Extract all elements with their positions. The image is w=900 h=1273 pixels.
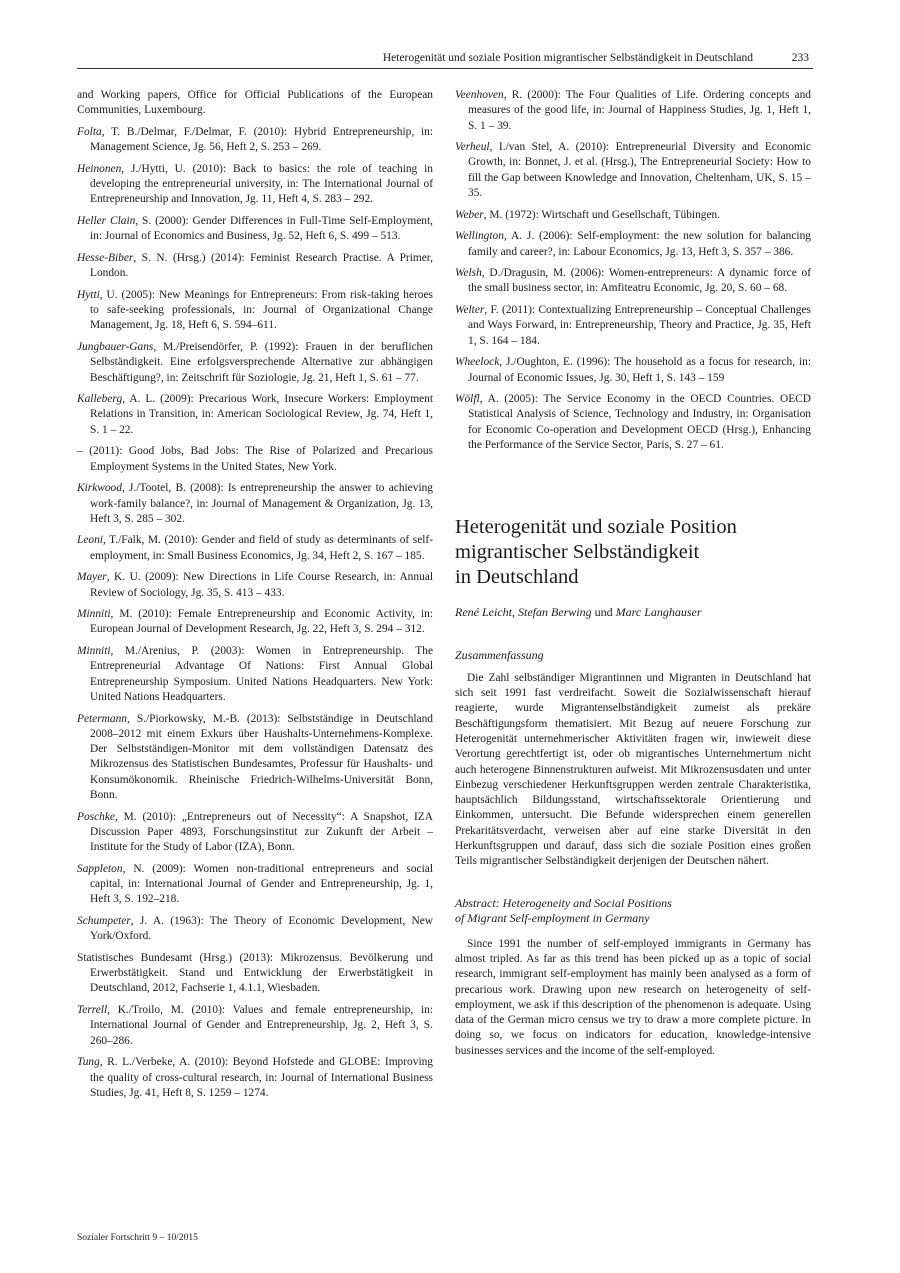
reference-entry: Jungbauer-Gans, M./Preisendörfer, P. (1992): Frauen in der beruflichen Selbständigkeit. Eine erfolgsversprechende Alternative zur abhängigen Beschäftigung?, in: Zeitschrift für Soziologie, Jg. 21, Heft 1, S. 61 – 77. xyxy=(77,340,433,384)
reference-entry: Petermann, S./Piorkowsky, M.-B. (2013): Selbstständige in Deutschland 2008–2012 mit einem Exkurs über Haushalts-Unternehmens-Komplexe. Der Selbstständigen-Monitor mit dem vollständigen Datensatz des Mikrozensus des Statistischen Bundesamtes, Professur für Haushalts- und Konsumökonomik. Rheinische Friedrich-Wilhelms-Universität Bonn, Bonn. xyxy=(77,712,433,802)
reference-entry: Welter, F. (2011): Contextualizing Entrepreneurship – Conceptual Challenges and Ways Forward, in: Entrepreneurship, Theory and Practice, Jg. 35, Heft 1, S. 164 – 184. xyxy=(455,304,811,347)
reference-entry: Tung, R. L./Verbeke, A. (2010): Beyond Hofstede and GLOBE: Improving the quality of cross-cultural research, in: Journal of International Business Studies, Jg. 41, Heft 8, S. 1259 – 1274. xyxy=(77,1056,433,1099)
running-header xyxy=(77,50,813,69)
author-name: Marc Langhauser xyxy=(615,605,702,620)
reference-entry: Statistisches Bundesamt (Hrsg.) (2013): Mikrozensus. Bevölkerung und Erwerbstätigkeit. Stand und Entwicklung der Erwerbstätigkeit in Deutschland, 2012, Fachserie 1, 4.1.1, Wiesbaden. xyxy=(77,951,433,995)
reference-entry: Wellington, A. J. (2006): Self-employment: the new solution for balancing family and career?, in: Labour Economics, Jg. 13, Heft 3, S. 357 – 386. xyxy=(455,230,811,258)
abstract-text: Since 1991 the number of self-employed immigrants in Germany has almost tripled. As far as this trend has been picked up as a topic of social research, immigrant self-employment has mainly been analysed as a form of precarious work. Drawing upon new research on heterogeneity of self-employment, we ask if this description of the phenomenon is adequate. Using data of the German micro census we try to draw a more complete picture. In doing so, we focus on indicators for education, knowledge-intensive businesses services and the income of the self-employed. xyxy=(455,937,811,1057)
reference-entry: Wölfl, A. (2005): The Service Economy in the OECD Countries. OECD Statistical Analysis of Science, Technology and Industry, in: Organisation for Economic Co-operation and Development OECD (Hrsg.), Enhancing the Performance of the Service Sector, Paris, S. 27 – 61. xyxy=(455,393,811,452)
article-title-line: migrantischer Selbständigkeit xyxy=(455,541,700,564)
and-word: und xyxy=(594,605,613,620)
page-number: 233 xyxy=(791,52,809,64)
reference-entry: Hytti, U. (2005): New Meanings for Entrepreneurs: From risk-taking heroes to safe-seeking professionals, in: Journal of Organizational Change Management, Jg. 18, Heft 6, S. 594–611. xyxy=(77,288,433,332)
reference-entry: Heinonen, J./Hytti, U. (2010): Back to basics: the role of teaching in developing the entrepreneurial university, in: The International Journal of Entrepreneurship and Innovation, Jg. 11, Heft 4, S. 283 – 292. xyxy=(77,162,433,206)
reference-entry: – (2011): Good Jobs, Bad Jobs: The Rise of Polarized and Precarious Employment Systems in the United States, New York. xyxy=(77,445,433,473)
reference-entry: and Working papers, Office for Official Publications of the European Communities, Luxembourg. xyxy=(77,89,433,117)
reference-entry: Leoni, T./Falk, M. (2010): Gender and field of study as determinants of self-employment, in: Small Business Economics, Jg. 34, Heft 2, S. 167 – 185. xyxy=(77,534,433,562)
reference-entry: Folta, T. B./Delmar, F./Delmar, F. (2010): Hybrid Entrepreneurship, in: Management Science, Jg. 56, Heft 2, S. 253 – 269. xyxy=(77,125,433,154)
reference-entry: Verheul, I./van Stel, A. (2010): Entrepreneurial Diversity and Economic Growth, in: Bonnet, J. et al. (Hrsg.), The Entrepreneurial Society: How to fill the Gap between Knowledge and Innovation, Cheltenham, UK, S. 15 – 35. xyxy=(455,141,811,200)
reference-entry: Sappleton, N. (2009): Women non-traditional entrepreneurs and social capital, in: International Journal of Gender and Entrepreneurship, Jg. 1, Heft 3, S. 192–218. xyxy=(77,862,433,906)
reference-entry: Kirkwood, J./Tootel, B. (2008): Is entrepreneurship the answer to achieving work-family balance?, in: Journal of Management & Organization, Jg. 13, Heft 3, S. 285 – 302. xyxy=(77,482,433,525)
reference-entry: Wheelock, J./Oughton, E. (1996): The household as a focus for research, in: Journal of Economic Issues, Jg. 30, Heft 1, S. 143 – 159 xyxy=(455,356,811,384)
reference-entry: Schumpeter, J. A. (1963): The Theory of Economic Development, New York/Oxford. xyxy=(77,915,433,943)
reference-entry: Kalleberg, A. L. (2009): Precarious Work, Insecure Workers: Employment Relations in Transition, in: American Sociological Review, Jg. 74, Heft 1, S. 1 – 22. xyxy=(77,393,433,436)
article-title-line: Heterogenität und soziale Position xyxy=(455,516,737,539)
author-name: René Leicht xyxy=(455,605,512,620)
reference-entry: Hesse-Biber, S. N. (Hrsg.) (2014): Feminist Research Practise. A Primer, London. xyxy=(77,251,433,280)
reference-entry: Mayer, K. U. (2009): New Directions in Life Course Research, in: Annual Review of Sociology, Jg. 35, S. 413 – 433. xyxy=(77,571,433,599)
reference-entry: Heller Clain, S. (2000): Gender Differences in Full-Time Self-Employment, in: Journal of Economics and Business, Jg. 52, Heft 6, S. 499 – 513. xyxy=(77,214,434,243)
article-authors: René Leicht, Stefan Berwing und Marc Langhauser xyxy=(455,605,702,620)
left-column-references xyxy=(77,88,433,1107)
article-title-line: in Deutschland xyxy=(455,566,579,589)
reference-entry: Terrell, K./Troilo, M. (2010): Values and female entrepreneurship, in: International Journal of Gender and Entrepreneurship, Jg. 2, Heft 3, S. 260–286. xyxy=(77,1004,433,1047)
abstract-heading-line: Abstract: Heterogeneity and Social Positions xyxy=(455,895,672,910)
abstract-heading xyxy=(455,896,811,927)
zusammenfassung-text: Die Zahl selbständiger Migrantinnen und Migranten in Deutschland hat sich seit 1991 fast verdreifacht. Soweit die Sozialwissenschaft hierauf reagierte, wurde Migrantenselbständigkeit zumeist als prekäre Beschäftigungsform thematisiert. Mit Bezug auf neuere Forschung zur Heterogenität unternehmerischer Aktivitäten fragen wir, inwieweit diese Verortung gerechtfertigt ist, oder ob migrantisches Unternehmertum nicht auch heterogene Binnenstrukturen aufweist. Mit Mikrozensusdaten und unter Einbezug verschiedener Herkunftsgruppen werden zentrale Charakteristika, hauptsächlich Bildungsstand, wirtschaftssektorale Orientierung und Einkommen, untersucht. Die Befunde widersprechen einem generellen Prekaritätsverdacht, verweisen aber auf eine starke Diversität in den Herkunftsgruppen und darauf, dass sich die soziale Position eines großen Teils migrantischer Selbständigkeit derjenigen der Deutschen nähert. xyxy=(455,671,811,868)
reference-entry: Veenhoven, R. (2000): The Four Qualities of Life. Ordering concepts and measures of the good life, in: Journal of Happiness Studies, Jg. 1, Heft 1, S. 1 – 39. xyxy=(455,89,811,132)
reference-entry: Welsh, D./Dragusin, M. (2006): Women-entrepreneurs: A dynamic force of the small business sector, in: Amfiteatru Economic, Jg. 20, S. 60 – 68. xyxy=(455,267,811,295)
reference-entry: Minniti, M. (2010): Female Entrepreneurship and Economic Activity, in: European Journal of Development Research, Jg. 22, Heft 3, S. 294 – 312. xyxy=(77,608,433,636)
right-column xyxy=(455,88,811,1059)
reference-entry: Weber, M. (1972): Wirtschaft und Gesellschaft, Tübingen. xyxy=(455,208,721,221)
journal-footer: Sozialer Fortschritt 9 – 10/2015 xyxy=(77,1233,198,1243)
author-name: Stefan Berwing xyxy=(517,605,592,620)
running-title: Heterogenität und soziale Position migrantischer Selbständigkeit in Deutschland xyxy=(382,52,753,64)
reference-entry: Poschke, M. (2010): „Entrepreneurs out of Necessity“: A Snapshot, IZA Discussion Paper 4893, Forschungsinstitut zur Zukunft der Arbeit – Institute for the Study of Labor (IZA), Bonn. xyxy=(77,810,433,854)
abstract-heading-line: of Migrant Self-employment in Germany xyxy=(455,911,650,926)
zusammenfassung-heading: Zusammenfassung xyxy=(455,648,544,663)
article-title xyxy=(455,515,811,590)
reference-entry: Minniti, M./Arenius, P. (2003): Women in Entrepreneurship. The Entrepreneurial Advantage Of Nations: First Annual Global Entrepreneurship Symposium. United Nations Headquarters. New York: United Nations Headquarters. xyxy=(77,645,433,703)
